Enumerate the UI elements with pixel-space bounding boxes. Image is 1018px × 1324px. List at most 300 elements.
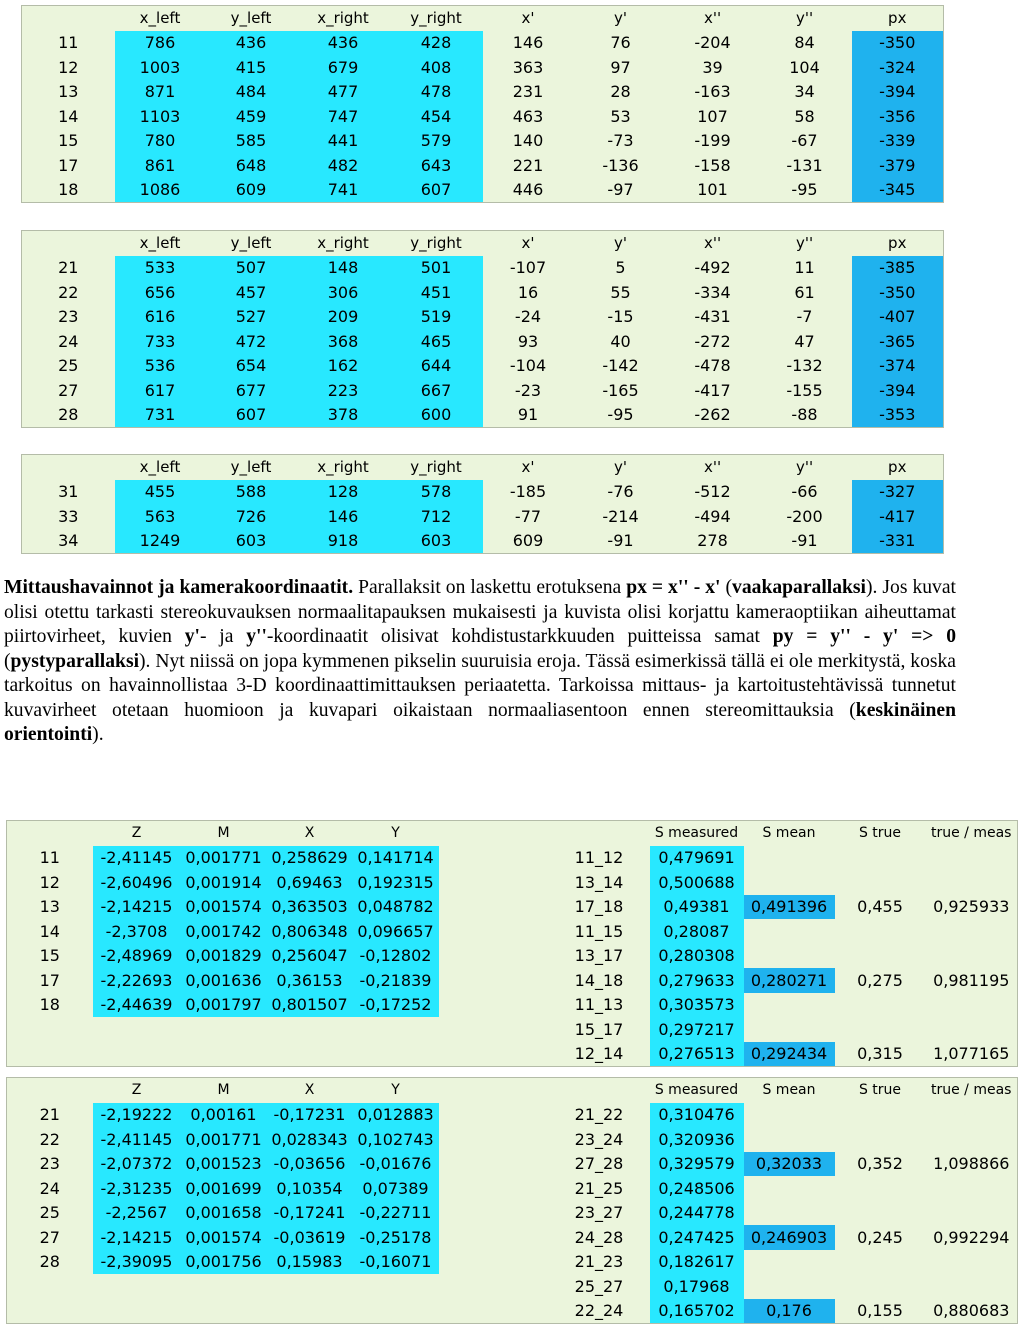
table-cell: 780 bbox=[115, 129, 206, 154]
para-bold-4: y' bbox=[184, 626, 200, 647]
table-cell bbox=[181, 1042, 267, 1067]
table-cell: 609 bbox=[512, 531, 544, 551]
table-cell: -0,22711 bbox=[353, 1201, 439, 1226]
table-cell: 585 bbox=[206, 129, 297, 154]
table-cell bbox=[181, 1274, 267, 1299]
table-cell: 27_28 bbox=[574, 1154, 624, 1174]
table-cell bbox=[439, 846, 549, 871]
table-cell: -365 bbox=[852, 329, 944, 354]
table-cell: 609 bbox=[206, 178, 297, 203]
table-row bbox=[7, 870, 1018, 895]
table-cell bbox=[835, 1127, 926, 1152]
table-cell: 0,310476 bbox=[650, 1103, 744, 1128]
table-cell: -0,25178 bbox=[353, 1225, 439, 1250]
header-row bbox=[7, 1078, 1018, 1103]
table-cell: 61 bbox=[794, 282, 815, 302]
column-header bbox=[22, 231, 115, 256]
table-cell: 0,981195 bbox=[933, 970, 1010, 990]
para-text-7: ). Nyt niissä on jopa kymmenen pikselin suuruisia eroja. Tässä esimerkissä tällä ei ole merkitystä, koska tarkoitus on havainnollistaa 3-D koordinaattimittauksen periaatetta. Tarkoissa mittaus- ja kartoitustehtävissä tunnetut kuvavirheet otetaan huomioon ja kuvapari oikaistaan normaaliasentoon ennen stereomittauksia ( bbox=[4, 650, 956, 721]
table-cell: 741 bbox=[297, 178, 390, 203]
column-header: y'' bbox=[795, 9, 814, 28]
table-cell: 17_18 bbox=[574, 897, 624, 917]
table-cell: -2,48969 bbox=[93, 944, 181, 969]
column-header: M bbox=[217, 825, 230, 842]
table-cell: 0,07389 bbox=[353, 1176, 439, 1201]
table-cell: 446 bbox=[512, 180, 544, 200]
header-row bbox=[7, 821, 1018, 846]
table-cell bbox=[439, 870, 549, 895]
table-cell bbox=[744, 919, 835, 944]
table-cell: 33 bbox=[58, 506, 79, 526]
table-cell: 0,806348 bbox=[267, 919, 353, 944]
para-bold-3: vaakaparallaksi bbox=[732, 577, 866, 598]
table-cell: -2,14215 bbox=[93, 1225, 181, 1250]
table-row bbox=[22, 329, 944, 354]
table-cell: 0,17968 bbox=[650, 1274, 744, 1299]
table-cell: 527 bbox=[206, 305, 297, 330]
table-row bbox=[7, 1176, 1018, 1201]
table-row bbox=[22, 504, 944, 529]
table-cell: 0,096657 bbox=[353, 919, 439, 944]
table-cell: 28 bbox=[39, 1252, 60, 1272]
column-header: y_left bbox=[230, 9, 272, 28]
table-cell bbox=[267, 1274, 353, 1299]
table-cell: 11_13 bbox=[574, 995, 624, 1015]
table-cell: 0,279633 bbox=[650, 968, 744, 993]
column-header: y_right bbox=[410, 234, 462, 253]
table-cell: 648 bbox=[206, 153, 297, 178]
column-header: Y bbox=[391, 1082, 400, 1099]
table-cell bbox=[93, 1017, 181, 1042]
table-cell: 455 bbox=[115, 480, 206, 505]
table-cell: 53 bbox=[610, 106, 631, 126]
table-cell: 17 bbox=[58, 155, 79, 175]
table-cell: 378 bbox=[297, 403, 390, 428]
table-cell: 34 bbox=[58, 531, 79, 551]
table-cell: 58 bbox=[794, 106, 815, 126]
table-cell: 0,001756 bbox=[181, 1250, 267, 1275]
table-cell: 1086 bbox=[115, 178, 206, 203]
table-row bbox=[22, 80, 944, 105]
table-cell: 731 bbox=[115, 403, 206, 428]
table-cell: -353 bbox=[852, 403, 944, 428]
table-cell: 0,001829 bbox=[181, 944, 267, 969]
table-cell: 21_22 bbox=[574, 1105, 624, 1125]
table-cell bbox=[926, 1274, 1018, 1299]
table-cell: -76 bbox=[607, 482, 634, 502]
table-cell bbox=[744, 870, 835, 895]
table-cell: 0,244778 bbox=[650, 1201, 744, 1226]
column-header: S mean bbox=[762, 1082, 816, 1099]
table-cell: 1003 bbox=[115, 55, 206, 80]
table-cell: 533 bbox=[115, 256, 206, 281]
table-cell: -7 bbox=[796, 307, 813, 327]
table-cell: 0,141714 bbox=[353, 846, 439, 871]
table-cell: -2,60496 bbox=[93, 870, 181, 895]
table-cell: 368 bbox=[297, 329, 390, 354]
table-cell: -2,31235 bbox=[93, 1176, 181, 1201]
table-cell: 0,182617 bbox=[650, 1250, 744, 1275]
column-header: y_left bbox=[230, 234, 272, 253]
table-cell: 0,352 bbox=[857, 1154, 903, 1174]
table-cell: 478 bbox=[390, 80, 483, 105]
table-cell: 24_28 bbox=[574, 1227, 624, 1247]
table-cell bbox=[353, 1017, 439, 1042]
table-cell: -204 bbox=[694, 33, 731, 53]
column-header: X bbox=[304, 825, 315, 842]
table-cell: 0,028343 bbox=[267, 1127, 353, 1152]
para-text-5: -koordinaatit olisivat kohdistustarkkuuden puitteissa samat bbox=[266, 626, 773, 647]
table-cell: 0,048782 bbox=[353, 895, 439, 920]
column-header: x_right bbox=[317, 458, 369, 477]
table-cell: -163 bbox=[694, 82, 731, 102]
table-cell: 12_14 bbox=[574, 1044, 624, 1064]
table-cell: 0,155 bbox=[857, 1301, 903, 1321]
header-row bbox=[22, 6, 944, 31]
table-cell bbox=[353, 1299, 439, 1324]
table-cell: -0,17241 bbox=[267, 1201, 353, 1226]
table-cell: 607 bbox=[390, 178, 483, 203]
table-cell: -350 bbox=[852, 280, 944, 305]
table-cell: 0,329579 bbox=[650, 1152, 744, 1177]
table-cell: 84 bbox=[794, 33, 815, 53]
table-cell: 278 bbox=[697, 531, 728, 551]
table-cell: 415 bbox=[206, 55, 297, 80]
table-cell: 0,280308 bbox=[650, 944, 744, 969]
column-header: x'' bbox=[703, 458, 722, 477]
table-cell: -417 bbox=[852, 504, 944, 529]
table-row bbox=[22, 480, 944, 505]
table-cell bbox=[926, 993, 1018, 1018]
table-cell: -350 bbox=[852, 31, 944, 56]
table-cell: 578 bbox=[390, 480, 483, 505]
table-cell: 21_25 bbox=[574, 1178, 624, 1198]
table-cell: 726 bbox=[206, 504, 297, 529]
table-cell: 0,297217 bbox=[650, 1017, 744, 1042]
table-cell: -374 bbox=[852, 354, 944, 379]
table-cell: 12 bbox=[39, 872, 60, 892]
column-header bbox=[439, 1078, 549, 1103]
column-header: y' bbox=[613, 9, 627, 28]
table-row bbox=[22, 354, 944, 379]
table-cell: 0,247425 bbox=[650, 1225, 744, 1250]
table-row bbox=[7, 1103, 1018, 1128]
table-cell: -379 bbox=[852, 153, 944, 178]
table-cell: -334 bbox=[694, 282, 731, 302]
table-cell: 0,00161 bbox=[181, 1103, 267, 1128]
table-cell: 0,280271 bbox=[744, 968, 835, 993]
table-cell: 23 bbox=[58, 307, 79, 327]
table-cell: -394 bbox=[852, 378, 944, 403]
table-cell: 146 bbox=[297, 504, 390, 529]
table-cell: 107 bbox=[697, 106, 728, 126]
column-header: S true bbox=[858, 1082, 902, 1099]
table-cell: 0,192315 bbox=[353, 870, 439, 895]
table-cell: 0,455 bbox=[857, 897, 903, 917]
table-cell: 0,500688 bbox=[650, 870, 744, 895]
table-cell: 11_12 bbox=[574, 848, 624, 868]
table-cell: 11 bbox=[58, 33, 79, 53]
column-header: X bbox=[304, 1082, 315, 1099]
para-bold-2: px = x'' - x' bbox=[626, 577, 721, 598]
table-cell: -356 bbox=[852, 104, 944, 129]
table-cell: 97 bbox=[610, 57, 631, 77]
table-cell bbox=[181, 1299, 267, 1324]
column-header: true / meas bbox=[931, 825, 1012, 842]
table-cell: 667 bbox=[390, 378, 483, 403]
table-row bbox=[7, 1250, 1018, 1275]
table-cell: -478 bbox=[694, 356, 731, 376]
table-cell bbox=[835, 846, 926, 871]
column-header: M bbox=[217, 1082, 230, 1099]
table-cell: -2,07372 bbox=[93, 1152, 181, 1177]
table-cell: -132 bbox=[786, 356, 823, 376]
table-cell: 0,801507 bbox=[267, 993, 353, 1018]
table-cell: 747 bbox=[297, 104, 390, 129]
column-header bbox=[22, 6, 115, 31]
table-cell bbox=[744, 1127, 835, 1152]
table-cell: -2,41145 bbox=[93, 1127, 181, 1152]
table-cell: -91 bbox=[607, 531, 634, 551]
table-cell: -385 bbox=[852, 256, 944, 281]
column-header: x'' bbox=[703, 9, 722, 28]
table-cell: 679 bbox=[297, 55, 390, 80]
table-cell: -97 bbox=[607, 180, 634, 200]
table-cell: -107 bbox=[509, 258, 547, 278]
coordinate-table-1 bbox=[6, 820, 1018, 1067]
table-row bbox=[7, 1017, 1018, 1042]
column-header: x'' bbox=[703, 234, 722, 253]
table-cell: 0,246903 bbox=[744, 1225, 835, 1250]
coordinate-table-2 bbox=[6, 1077, 1018, 1324]
table-cell: 436 bbox=[297, 31, 390, 56]
table-cell: -155 bbox=[786, 380, 823, 400]
column-header: px bbox=[888, 458, 907, 477]
table-cell bbox=[835, 1103, 926, 1128]
table-cell bbox=[835, 870, 926, 895]
table-cell: 25 bbox=[39, 1203, 60, 1223]
table-row bbox=[7, 846, 1018, 871]
column-header bbox=[439, 821, 549, 846]
table-cell: -492 bbox=[694, 258, 731, 278]
column-header: x' bbox=[521, 458, 535, 477]
column-header: y_left bbox=[230, 458, 272, 477]
table-cell: -272 bbox=[694, 331, 731, 351]
table-cell: -15 bbox=[607, 307, 634, 327]
table-cell bbox=[744, 944, 835, 969]
table-cell: 428 bbox=[390, 31, 483, 56]
column-header: px bbox=[888, 9, 907, 28]
table-cell: -0,01676 bbox=[353, 1152, 439, 1177]
table-cell: -73 bbox=[607, 131, 634, 151]
table-cell bbox=[744, 1103, 835, 1128]
table-cell: 607 bbox=[206, 403, 297, 428]
table-cell: 0,880683 bbox=[933, 1301, 1010, 1321]
table-cell: 436 bbox=[206, 31, 297, 56]
table-cell: 146 bbox=[512, 33, 544, 53]
column-header: Y bbox=[391, 825, 400, 842]
table-cell: 18 bbox=[39, 995, 60, 1015]
table-cell bbox=[7, 1299, 93, 1324]
column-header: S mean bbox=[762, 825, 816, 842]
table-cell bbox=[439, 1225, 549, 1250]
column-header bbox=[7, 1078, 93, 1103]
table-cell: 451 bbox=[390, 280, 483, 305]
table-cell: 93 bbox=[517, 331, 539, 351]
table-cell bbox=[926, 1176, 1018, 1201]
table-cell: -66 bbox=[791, 482, 818, 502]
table-cell bbox=[267, 1299, 353, 1324]
table-cell: 231 bbox=[512, 82, 544, 102]
table-cell: 363 bbox=[512, 57, 544, 77]
table-cell: 786 bbox=[115, 31, 206, 56]
table-cell: -2,22693 bbox=[93, 968, 181, 993]
table-row bbox=[7, 1042, 1018, 1067]
table-cell: 23_27 bbox=[574, 1203, 624, 1223]
table-cell: 457 bbox=[206, 280, 297, 305]
column-header bbox=[549, 821, 650, 846]
column-header: Z bbox=[131, 1082, 142, 1099]
table-cell bbox=[744, 993, 835, 1018]
table-cell: 0,10354 bbox=[267, 1176, 353, 1201]
table-cell: -331 bbox=[852, 529, 944, 554]
table-cell: 11_15 bbox=[574, 921, 624, 941]
table-cell: 306 bbox=[297, 280, 390, 305]
table-cell bbox=[7, 1042, 93, 1067]
column-header: px bbox=[888, 234, 907, 253]
table-cell: 28 bbox=[58, 405, 79, 425]
column-header: y' bbox=[613, 234, 627, 253]
table-cell: 408 bbox=[390, 55, 483, 80]
table-cell: 148 bbox=[297, 256, 390, 281]
table-cell: 536 bbox=[115, 354, 206, 379]
table-cell: 579 bbox=[390, 129, 483, 154]
column-header: true / meas bbox=[931, 1082, 1012, 1099]
table-cell: -2,41145 bbox=[93, 846, 181, 871]
table-row bbox=[7, 1299, 1018, 1324]
table-cell: 0,303573 bbox=[650, 993, 744, 1018]
table-cell: 563 bbox=[115, 504, 206, 529]
table-cell: 0,925933 bbox=[933, 897, 1010, 917]
table-cell: 0,001771 bbox=[181, 1127, 267, 1152]
table-cell bbox=[93, 1042, 181, 1067]
table-cell: 459 bbox=[206, 104, 297, 129]
table-cell: 140 bbox=[512, 131, 544, 151]
table-cell: 27 bbox=[58, 380, 79, 400]
table-cell: 0,479691 bbox=[650, 846, 744, 871]
table-cell bbox=[439, 1250, 549, 1275]
table-cell: -2,2567 bbox=[93, 1201, 181, 1226]
table-cell: 644 bbox=[390, 354, 483, 379]
table-cell: 0,001636 bbox=[181, 968, 267, 993]
table-cell bbox=[439, 993, 549, 1018]
column-header bbox=[7, 821, 93, 846]
para-bold-7: pystyparallaksi bbox=[10, 650, 140, 672]
table-cell: -339 bbox=[852, 129, 944, 154]
table-cell: -104 bbox=[509, 356, 547, 376]
table-cell: 0,001771 bbox=[181, 846, 267, 871]
table-cell: -494 bbox=[694, 506, 731, 526]
table-cell bbox=[835, 919, 926, 944]
table-row bbox=[7, 993, 1018, 1018]
table-row bbox=[22, 378, 944, 403]
table-cell: 0,001523 bbox=[181, 1152, 267, 1177]
table-cell: 28 bbox=[610, 82, 631, 102]
table-cell: 0,248506 bbox=[650, 1176, 744, 1201]
table-cell: -142 bbox=[602, 356, 639, 376]
table-cell: -131 bbox=[786, 155, 823, 175]
table-row bbox=[22, 178, 944, 203]
table-cell: 128 bbox=[297, 480, 390, 505]
column-header: S measured bbox=[654, 1082, 739, 1099]
table-cell: 11 bbox=[39, 848, 60, 868]
header-row bbox=[22, 455, 944, 480]
table-cell: 15 bbox=[58, 131, 79, 151]
table-cell bbox=[926, 870, 1018, 895]
table-cell bbox=[835, 1017, 926, 1042]
table-cell: 15_17 bbox=[574, 1019, 624, 1039]
table-cell: 21 bbox=[39, 1105, 60, 1125]
table-cell bbox=[439, 968, 549, 993]
column-header: y_right bbox=[410, 458, 462, 477]
table-cell: 209 bbox=[297, 305, 390, 330]
para-text-6: ( bbox=[4, 650, 11, 672]
parallax-table-2 bbox=[21, 230, 944, 428]
table-cell: 588 bbox=[206, 480, 297, 505]
column-header: y'' bbox=[795, 234, 814, 253]
table-cell: 0,001574 bbox=[181, 1225, 267, 1250]
table-cell bbox=[7, 1017, 93, 1042]
table-cell: 0,992294 bbox=[933, 1227, 1010, 1247]
table-cell: 16 bbox=[517, 282, 539, 302]
table-cell: 21_23 bbox=[574, 1252, 624, 1272]
table-cell: 0,001914 bbox=[181, 870, 267, 895]
table-cell: -262 bbox=[694, 405, 731, 425]
table-cell bbox=[439, 919, 549, 944]
table-row bbox=[22, 104, 944, 129]
table-cell bbox=[353, 1042, 439, 1067]
table-cell: -2,39095 bbox=[93, 1250, 181, 1275]
column-header bbox=[22, 455, 115, 480]
table-cell bbox=[267, 1042, 353, 1067]
description-paragraph bbox=[4, 576, 956, 748]
table-cell: -2,14215 bbox=[93, 895, 181, 920]
table-cell: -2,3708 bbox=[93, 919, 181, 944]
table-cell: -214 bbox=[602, 506, 639, 526]
table-cell: 677 bbox=[206, 378, 297, 403]
table-cell: -23 bbox=[514, 380, 542, 400]
table-cell: 47 bbox=[794, 331, 815, 351]
table-cell: 13_14 bbox=[574, 872, 624, 892]
table-cell: 13_17 bbox=[574, 946, 624, 966]
table-cell: 0,256047 bbox=[267, 944, 353, 969]
column-header: x_left bbox=[139, 9, 181, 28]
table-cell: 0,165702 bbox=[650, 1299, 744, 1324]
table-cell: 519 bbox=[390, 305, 483, 330]
para-text-8: ). bbox=[92, 724, 104, 745]
table-cell bbox=[439, 1201, 549, 1226]
table-cell: 0,36153 bbox=[267, 968, 353, 993]
table-cell: 5 bbox=[615, 258, 626, 278]
table-cell: 0,491396 bbox=[744, 895, 835, 920]
table-cell: 0,15983 bbox=[267, 1250, 353, 1275]
table-cell bbox=[835, 944, 926, 969]
table-cell: -394 bbox=[852, 80, 944, 105]
column-header: x_right bbox=[317, 234, 369, 253]
table-cell: 463 bbox=[512, 106, 544, 126]
table-row bbox=[22, 129, 944, 154]
table-cell: -24 bbox=[514, 307, 542, 327]
